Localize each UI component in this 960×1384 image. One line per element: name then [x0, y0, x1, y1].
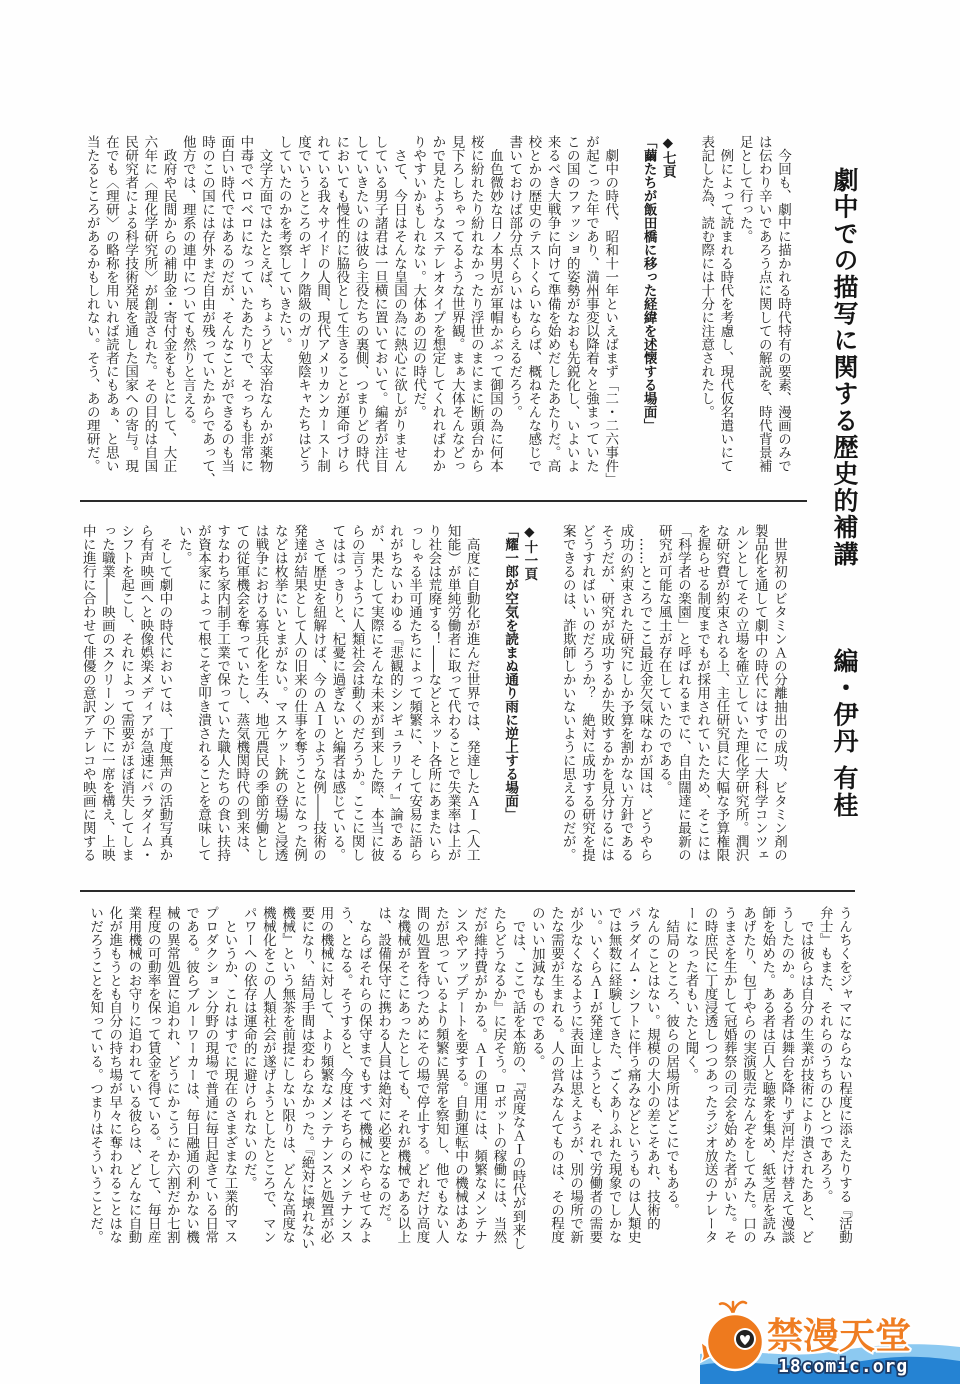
text-line: 来るべき大戦争に向けて準備を始めだしたあたりだ。高: [544, 135, 561, 473]
text-line: ……ところでここ最近金欠気味なわが国は、どうやら: [636, 524, 653, 862]
text-line: 桜に紛れたり紛れなかったり浮世のまにまに断頭台から: [467, 135, 484, 473]
text-line: さて歴史を紐解けば、今のＡＩのような例――技術の: [310, 524, 327, 862]
text-line: 時のこの国には存外まだ自由が残っていたからであって、: [198, 135, 215, 486]
text-line: パラダイム・シフトに伴う痛みなどというものは人類史: [624, 906, 641, 1244]
article-title: 劇中での描写に関する歴史的補講: [830, 167, 859, 568]
text-line: 六年に〈理化学研究所〉が創設された。その目的は自国: [141, 135, 158, 473]
paragraph: [274, 135, 408, 473]
text-line: ーになった者もいたと聞く。: [682, 906, 699, 1082]
text-line: ンスやアップデートを要する。自動運転中の機械はあな: [451, 906, 468, 1244]
text-line: な研究費が約束される上、主任研究員に大幅な予算権限: [713, 524, 730, 862]
text-line: りやすいかもしれない。大体あの辺の時代だ。: [410, 135, 427, 419]
text-line: 程度の可動率を保って賃金を得ている。そして、毎日産: [144, 906, 161, 1244]
text-line: の時庶民に丁度浸透しつつあったラジオ放送のナレータ: [701, 906, 718, 1244]
text-line: 要になり、結局手間は変わらなかった。『絶対に壊れない: [298, 906, 315, 1251]
text-line: すなわち家内制手工業で保っていた職人たちの食い扶持: [214, 524, 231, 862]
text-line: は戦争における寡兵化を生み、地元農民の季節労働とし: [252, 524, 269, 862]
text-line: あげたり、包丁やらの実演販売なんぞをしてみた。口の: [739, 906, 756, 1244]
text-line: てははっきりと、杞憂に過ぎないと編者は感じている。: [329, 524, 346, 862]
text-line: 文学方面ではたとえば、ちょうど太宰治なんかが薬物: [256, 135, 273, 473]
text-line: ルンとしてその立場を確立していた理化学研究所。潤沢: [732, 524, 749, 862]
text-line: 見下ろしちゃってるような世界観。まぁ大体そんなどっ: [448, 135, 465, 473]
text-line: 高度に自動化が進んだ世界では、発達したＡＩ（人工: [463, 524, 480, 862]
text-line: などは枚挙にいとまがない。マスケット銃の登場と浸透: [271, 524, 288, 862]
text-line: していたのかを考察していきたい。: [275, 135, 292, 351]
text-line: 機械』という無茶を前提にしない限りは、どんな高度な: [279, 906, 296, 1244]
paragraph: [85, 906, 239, 1244]
text-line: いだろうことを知っている。つまりはそういうことだ。: [87, 906, 104, 1244]
paragraph: [78, 524, 174, 862]
text-line: プロダクション分野の現場で普通に毎日起きている日常: [202, 906, 219, 1244]
text-line: たな需要が生まれる。人の営みなんてものは、その程度: [547, 906, 564, 1244]
text-line: 面白い時代ではあるのだが、そんなことができるのも当: [218, 135, 235, 473]
paragraph: [661, 906, 680, 1230]
text-line: である。彼らブルーワーカーは、毎日融通の利かない機: [183, 906, 200, 1244]
text-line: では彼らは自分の生業が技術により潰されたあと、ど: [797, 906, 814, 1244]
text-line: シフトを起こし、それによって需要がほぼ消失してしま: [118, 524, 135, 862]
text-line: 今回も、劇中に描かれる時代特有の要素、漫画のみで: [775, 135, 791, 473]
paragraph: [174, 524, 328, 862]
text-line: うしたのか。ある者は舞台を降りず河岸だけ替えて漫談: [778, 906, 795, 1244]
brand-name: 禁漫天堂: [767, 1316, 912, 1357]
text-line: いた。: [175, 524, 192, 565]
text-line: が少なくなるように表面上は思えようが、別の場所で新: [567, 906, 584, 1244]
paragraph: [408, 135, 504, 473]
watermark-logo: [700, 1290, 960, 1384]
text-line: ら有声映画へと映像娯楽メディアが急速にパラダイム・: [137, 524, 154, 862]
text-line: 劇中の時代、昭和十一年といえばまず「二・二六事件」: [602, 135, 619, 486]
text-line: が、果たして実際にそんな未来が到来した際、本当に彼: [367, 524, 384, 862]
text-line: は伝わり辛いであろう点に関しての解説を、時代背景補: [755, 135, 772, 473]
text-line: った職業――映画のスクリーンの下に一席を構え、上映: [98, 524, 115, 862]
column-gap: [481, 524, 500, 848]
text-line: 械の異常処置に追われ、どうにかこうにか六割だか七割: [163, 906, 180, 1244]
text-line: ての従軍機会を奪っていたし、蒸気機関時代の到来は、: [233, 524, 250, 862]
text-line: 在でも〈理研〉の略称を用いれば読者にもあぁ、と思い: [102, 135, 119, 473]
text-line: を握らせる制度までもが採用されていたため、そこには: [694, 524, 711, 862]
text-line: していきたいのは彼ら主役たちの裏側、つまりどの時代: [352, 135, 369, 473]
paragraph: [734, 135, 792, 473]
section-seventh-page: [82, 135, 792, 486]
paragraph: [558, 524, 654, 862]
text-line: そして劇中の時代においては、丁度無声の活動写真か: [156, 524, 173, 862]
text-line: らの言うように人類社会は動くのだろうか。ここに関し: [348, 524, 365, 862]
text-line: そうだが、研究が成功するか失敗するかを見分けるには: [598, 524, 615, 862]
text-line: っしゃる半可通たちによって頻繁に、そして安易に語ら: [406, 524, 423, 862]
section-heading: [500, 524, 538, 848]
paragraph: [373, 906, 527, 1251]
paragraph: [504, 135, 619, 486]
text-line: 中毒でベロベロになっていたあたりで、そっちも非常に: [237, 135, 254, 473]
text-line: な機械がそこにあったとしても、それが機械である以上: [394, 906, 411, 1244]
paragraph: [680, 906, 814, 1244]
text-line: 中に進行に合わせて俳優の意訳アテレコや映画に関する: [79, 524, 96, 862]
text-line: れがちないわゆる『悲観的シンギュラリティ』論である: [386, 524, 403, 862]
text-line: パワーへの依存は運命的に避けられないのだ。: [240, 906, 257, 1190]
text-line: が起こった年であり、満州事変以降着々と強まっていた: [583, 135, 599, 473]
text-line: 「科学者の楽園」と呼ばれるまでに、自由闊達に最新の: [674, 524, 691, 862]
text-line: は、設備保守に携わる人員は絶対に必要となるのだ。: [375, 906, 392, 1230]
section-divider: [80, 890, 855, 892]
paragraph: [178, 135, 274, 486]
paragraph: [696, 135, 734, 473]
paragraph: [327, 524, 481, 862]
text-line: 化が進もうとも自分の持ち場が早々に奪われることはな: [106, 906, 123, 1244]
text-line: さて、今日はそんな皇国の為に熱心に欲しがりません: [390, 135, 407, 473]
column-gap: [619, 135, 638, 459]
text-line: 案できるのは、詐欺師しかいないように思えるのだが。: [559, 524, 576, 862]
text-line: れている我々サイドの人間、現代アメリカンカースト制: [314, 135, 331, 473]
text-line: 表記した為、読む際には十分に注意されたし。: [698, 135, 715, 419]
watermark-logo-graphic: [700, 1290, 960, 1384]
paragraph: [527, 906, 661, 1244]
text-line: かで見たようなステレオタイプを想定してくれればわか: [429, 135, 446, 473]
text-line: 政府や民間からの補助金・寄付金をもとにして、大正: [160, 135, 177, 473]
text-line: 製品化を通して劇中の時代にはすでに一大科学コンツェ: [751, 524, 768, 862]
text-line: 度でいうところのギーク階級のガリ勉陰キャたちはどう: [294, 135, 311, 473]
text-line: この国のファッショ的姿勢がなおも先鋭化し、いよいよ: [563, 135, 580, 473]
text-line: 足として行った。: [736, 135, 753, 243]
text-line: 知能）が単純労働者に取って代わることで失業率は上が: [444, 524, 461, 862]
text-line: 民研究者による科学技術発展を通した国家への寄与。現: [122, 135, 139, 473]
heading-page-label: ◆七頁: [659, 135, 676, 178]
section-divider: [80, 500, 807, 502]
text-line: どうすればいいのだろうか？ 絶対に成功する研究を提: [578, 524, 595, 862]
heading-scene-label: 「繭たちが飯田橋に移った経緯を述懐する場面」: [640, 135, 657, 432]
article-author: 編・伊丹 有桂: [830, 648, 859, 819]
text-line: 研究が可能な風土が存在していたのである。: [655, 524, 672, 794]
text-line: 書いておけば部分点くらいはもらえるだろう。: [506, 135, 523, 419]
column-gap: [677, 135, 696, 459]
paragraph: [815, 906, 853, 1244]
section-eleventh-page: [78, 524, 788, 862]
text-line: では、ここで話を本筋の、『高度なＡＩの時代が到来し: [509, 906, 526, 1251]
text-line: 発達が結果として人の旧来の仕事を奪うことになった例: [290, 524, 307, 862]
heading-scene-label: 「耀一郎が空気を読まぬ通り雨に逆上する場面」: [502, 524, 519, 821]
text-line: 機械化をこの人類社会が遂げようとしたところで、マン: [259, 906, 276, 1244]
text-line: においても慢性的に脇役として生きることが運命づけら: [333, 135, 350, 473]
text-line: う、となる。そうすると、今度はそちらのメンテナンス: [336, 906, 353, 1244]
text-line: が資本家によって根こそぎ叩き潰されることを意味して: [194, 524, 211, 862]
text-line: というか、これはすでに現在のさまざまな工業的マス: [221, 906, 238, 1244]
text-line: 弁士』もまた、それらのうちのひとつであろう。: [816, 906, 833, 1203]
text-line: ならばそれらの保守までもすべて機械にやらせてみよ: [355, 906, 372, 1244]
text-line: い。いくらＡＩが発達しようとも、それで労働者の需要: [586, 906, 603, 1244]
text-line: では無数に経験してきた、ごくありふれた現象でしかな: [605, 906, 622, 1244]
section-continuation: [85, 906, 853, 1251]
text-line: 用の機械に対して、より頻繁なメンテナンスと処置が必: [317, 906, 334, 1244]
text-line: うんちくをジャマにならない程度に添えたりする『活動: [836, 906, 852, 1244]
text-line: 当たるところがあるかもしれない。そう、あの理研だ。: [83, 135, 100, 473]
text-line: だが維持費がかかる。ＡＩの運用には、頻繁なメンテナ: [471, 906, 488, 1244]
text-line: 他方では、理系の連中についても然りと言える。: [179, 135, 196, 432]
paragraph: [82, 135, 178, 473]
column-gap: [538, 524, 557, 848]
paragraph: [654, 524, 788, 862]
text-line: している男子諸君は一旦横に置いておいて。編者が注目: [371, 135, 388, 473]
text-line: 血色微妙な日ノ本男児が軍帽かぶって御国の為に何本: [486, 135, 503, 473]
text-line: 間の処置を待つためにその場で停止する。どれだけ高度: [413, 906, 430, 1244]
text-line: 例によって読まれる時代を考慮し、現代仮名遣いにて: [717, 135, 734, 473]
text-line: 世界初のビタミンＡの分離抽出の成功、ビタミン剤の: [771, 524, 787, 862]
text-line: 結局のところ、彼らの居場所はどこにでもある。: [663, 906, 680, 1217]
brand-url: 18comic.org: [778, 1356, 909, 1377]
heading-page-label: ◆十一頁: [521, 524, 538, 581]
text-line: のいい加減なものである。: [528, 906, 545, 1068]
text-line: たが思っているより頻繁に異常を察知し、他でもない人: [432, 906, 449, 1244]
text-line: り社会は荒廃する！――などとネット各所にあまたいら: [425, 524, 442, 862]
text-line: なんのことはない。規模の大小の差こそあれ、技術的: [643, 906, 660, 1230]
section-heading: [638, 135, 676, 459]
paragraph: [239, 906, 373, 1251]
text-line: 業用機械のお守りに追われている彼らは、どんなに自動: [125, 906, 142, 1244]
text-line: 師を始めた。ある者は百人と聴衆を集め、紙芝居を読み: [759, 906, 776, 1244]
text-line: 校とかの歴史のテストくらいならば、概ねそんな感じで: [525, 135, 542, 473]
text-line: うまさを生かして冠婚葬祭の司会を始めた者がいた。そ: [720, 906, 737, 1244]
text-line: 成功の約束された研究にしか予算を割かない方針である: [617, 524, 634, 862]
text-line: たらどうなるか』に戻そう。ロボットの稼働には、当然: [490, 906, 507, 1244]
